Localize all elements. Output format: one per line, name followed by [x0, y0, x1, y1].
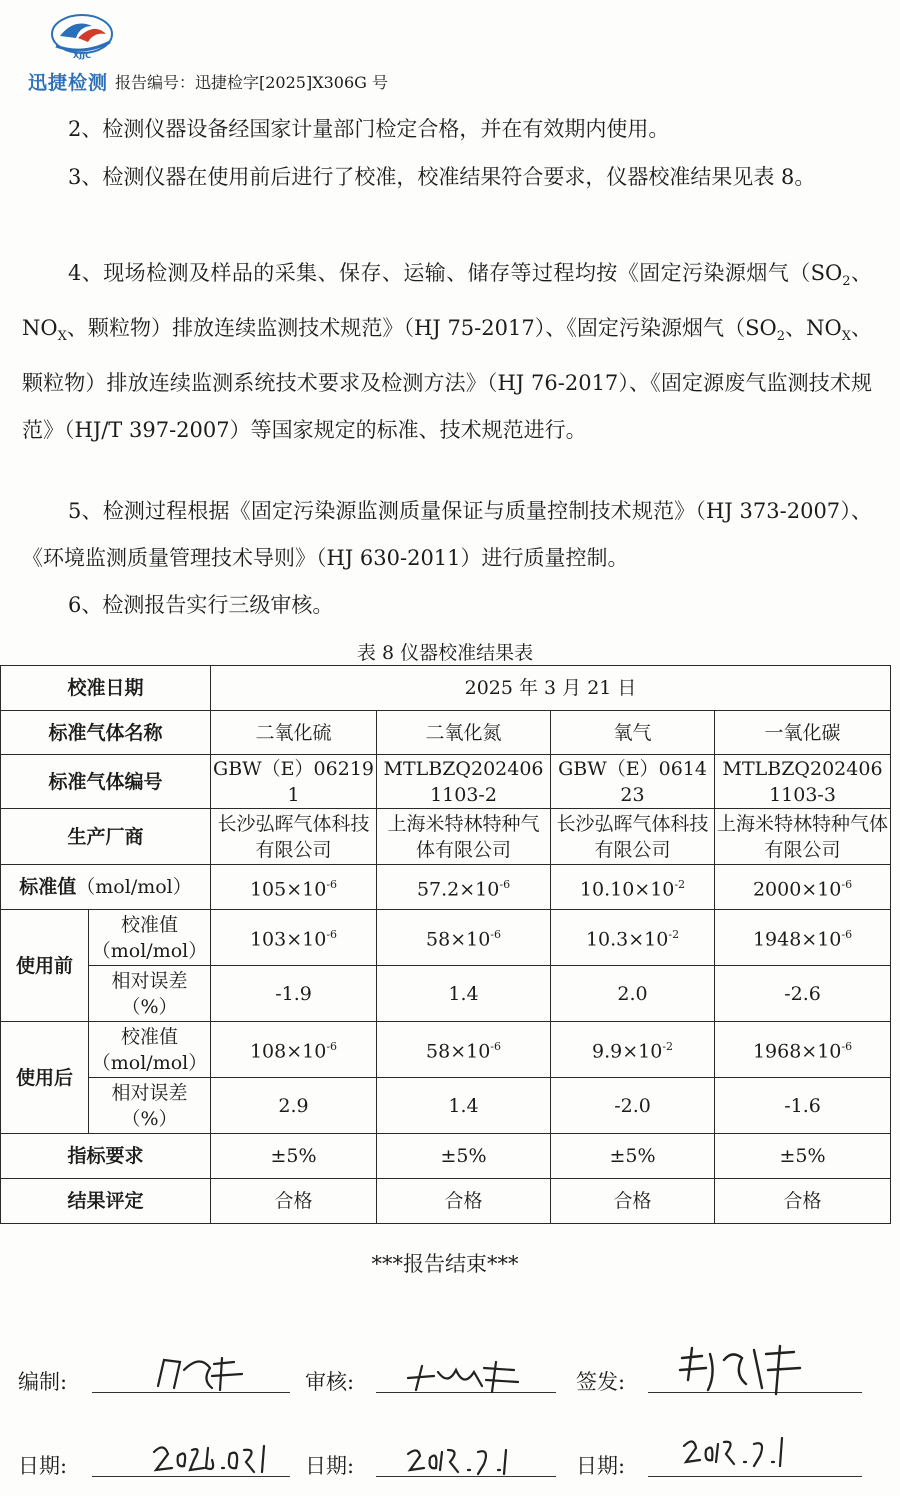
cal-value-base: 103×10: [249, 928, 327, 951]
table-row: [1, 1134, 891, 1179]
err-label: 相对误差: [111, 1081, 188, 1104]
report-end: ***报告结束***: [371, 1252, 519, 1276]
std-label: 标准值: [19, 876, 77, 898]
table-row: [1, 755, 891, 809]
cal-value-base: 1968×10: [752, 1040, 842, 1063]
after-label: 使用后: [1, 1022, 89, 1134]
cal-value-base: 58×10: [426, 928, 491, 951]
after-err-cell: 2.9: [211, 1078, 377, 1134]
gas-name-label: 标准气体名称: [1, 711, 211, 755]
table-row: [1, 809, 891, 865]
after-cal-cell: [715, 1022, 891, 1078]
gas-no-cell: MTLBZQ2024061103-2: [377, 755, 551, 809]
maker-cell: 上海米特林特种气体有限公司: [377, 809, 551, 865]
table-row: [1, 865, 891, 910]
std-value-cell: [715, 865, 891, 910]
result-cell: 合格: [715, 1179, 891, 1224]
req-cell: ±5%: [211, 1134, 377, 1179]
cal-value-base: 9.9×10: [591, 1040, 663, 1063]
gas-name-cell: 二氧化氮: [377, 711, 551, 755]
req-cell: ±5%: [715, 1134, 891, 1179]
paragraph-5: 5、检测过程根据《固定污染源监测质量保证与质量控制技术规范》（HJ 373-2007）、《环境监测质量管理技术导则》（HJ 630-2011）进行质量控制。: [22, 499, 872, 570]
after-err-cell: 1.4: [377, 1078, 551, 1134]
table-row: [1, 910, 891, 966]
req-cell: ±5%: [551, 1134, 715, 1179]
issue-label: 签发:: [576, 1370, 626, 1394]
p4-sub-2: X: [57, 329, 67, 345]
date-label-3: 日期:: [576, 1454, 626, 1478]
date-value: 2025 年 3 月 21 日: [211, 666, 891, 711]
after-cal-cell: [211, 1022, 377, 1078]
logo-sub-text: XJJC: [73, 51, 91, 60]
before-err-label-cell: [89, 966, 211, 1022]
date-handwriting-3: [680, 1432, 790, 1472]
logo-text: 迅捷检测: [28, 72, 109, 94]
before-cal-cell: [377, 910, 551, 966]
before-err-cell: -1.9: [211, 966, 377, 1022]
maker-cell: 长沙弘晖气体科技有限公司: [211, 809, 377, 865]
std-value-exp: -2: [674, 877, 686, 891]
p4-sub-3: 2: [776, 329, 786, 345]
req-cell: ±5%: [377, 1134, 551, 1179]
review-label: 审核:: [305, 1370, 355, 1394]
maker-cell: 长沙弘晖气体科技有限公司: [551, 809, 715, 865]
err-unit: （%）: [121, 995, 178, 1018]
cal-value-exp: -6: [490, 1040, 502, 1054]
date-label-2: 日期:: [305, 1454, 355, 1478]
before-cal-label-cell: [89, 910, 211, 966]
cal-unit: （mol/mol）: [91, 939, 208, 962]
paragraph-6: 6、检测报告实行三级审核。: [68, 593, 334, 617]
after-err-label-cell: [89, 1078, 211, 1134]
after-cal-cell: [377, 1022, 551, 1078]
std-value-exp: -6: [841, 877, 853, 891]
table-row: [1, 711, 891, 755]
company-logo-icon: [40, 12, 124, 60]
table-row: [1, 966, 891, 1022]
maker-cell: 上海米特林特种气体有限公司: [715, 809, 891, 865]
gas-name-cell: 氧气: [551, 711, 715, 755]
result-cell: 合格: [211, 1179, 377, 1224]
cal-value-exp: -6: [326, 1040, 338, 1054]
report-number: 报告编号：迅捷检字[2025]X306G 号: [115, 73, 389, 92]
gas-no-cell: GBW（E）061423: [551, 755, 715, 809]
table-caption: 表 8 仪器校准结果表: [356, 642, 534, 664]
std-value-exp: -6: [499, 877, 511, 891]
compile-label: 编制:: [18, 1370, 68, 1394]
paragraph-3: 3、检测仪器在使用前后进行了校准，校准结果符合要求，仪器校准结果见表 8。: [68, 165, 816, 189]
p4-part-b: 、NO: [22, 261, 872, 341]
review-signature: [404, 1356, 524, 1396]
date-handwriting-1: [150, 1438, 280, 1478]
table-row: [1, 1179, 891, 1224]
err-unit: （%）: [121, 1107, 178, 1130]
date-label: 校准日期: [1, 666, 211, 711]
before-err-cell: 2.0: [551, 966, 715, 1022]
maker-label: 生产厂商: [1, 809, 211, 865]
gas-name-cell: 一氧化碳: [715, 711, 891, 755]
p4-sub-4: X: [841, 329, 851, 345]
cal-value-base: 10.3×10: [585, 928, 669, 951]
std-value-base: 105×10: [249, 878, 327, 901]
cal-unit: （mol/mol）: [91, 1051, 208, 1074]
std-value-cell: [377, 865, 551, 910]
before-cal-cell: [551, 910, 715, 966]
table-row: [1, 1022, 891, 1078]
before-err-cell: -2.6: [715, 966, 891, 1022]
after-cal-label-cell: [89, 1022, 211, 1078]
date-label-1: 日期:: [18, 1454, 68, 1478]
result-cell: 合格: [377, 1179, 551, 1224]
result-label: 结果评定: [1, 1179, 211, 1224]
cal-value-exp: -6: [841, 928, 853, 942]
p4-part-e: 、颗粒物）排放连续监测系统技术要求及检测方法》（HJ 76-2017）、《固定源废气监测技术规范》（HJ/T 397-2007）等国家规定的标准、技术规范进行。: [22, 316, 873, 443]
result-cell: 合格: [551, 1179, 715, 1224]
after-err-cell: -1.6: [715, 1078, 891, 1134]
cal-value-exp: -6: [490, 928, 502, 942]
cal-value-exp: -6: [841, 1040, 853, 1054]
p4-part-a: 4、现场检测及样品的采集、保存、运输、储存等过程均按《固定污染源烟气（SO: [68, 261, 843, 285]
cal-label: 校准值: [121, 1025, 179, 1048]
before-err-cell: 1.4: [377, 966, 551, 1022]
p4-part-d: 、NO: [785, 316, 842, 341]
table-row: [1, 1078, 891, 1134]
before-label: 使用前: [1, 910, 89, 1022]
cal-value-exp: -2: [668, 928, 680, 942]
std-label-cell: [1, 865, 211, 910]
std-value-base: 2000×10: [752, 878, 842, 901]
cal-label: 校准值: [121, 913, 179, 936]
err-label: 相对误差: [111, 969, 188, 992]
cal-value-exp: -2: [662, 1040, 674, 1054]
date-handwriting-2: [404, 1442, 514, 1478]
after-err-cell: -2.0: [551, 1078, 715, 1134]
compile-signature: [150, 1350, 250, 1396]
cal-value-base: 58×10: [426, 1040, 491, 1063]
std-value-cell: [211, 865, 377, 910]
cal-value-exp: -6: [326, 928, 338, 942]
std-unit: （mol/mol）: [76, 876, 192, 898]
paragraph-4: [22, 250, 872, 454]
gas-no-label: 标准气体编号: [1, 755, 211, 809]
table-row: [1, 666, 891, 711]
before-cal-cell: [211, 910, 377, 966]
date-line-3: [648, 1476, 862, 1477]
std-value-cell: [551, 865, 715, 910]
calibration-table: [0, 665, 891, 1224]
std-value-base: 57.2×10: [416, 878, 500, 901]
issue-signature: [676, 1340, 806, 1400]
cal-value-base: 108×10: [249, 1040, 327, 1063]
cal-value-base: 1948×10: [752, 928, 842, 951]
gas-no-cell: GBW（E）062191: [211, 755, 377, 809]
std-value-base: 10.10×10: [579, 878, 675, 901]
gas-name-cell: 二氧化硫: [211, 711, 377, 755]
p4-sub-1: 2: [842, 274, 851, 290]
paragraph-2: 2、检测仪器设备经国家计量部门检定合格，并在有效期内使用。: [68, 117, 670, 141]
after-cal-cell: [551, 1022, 715, 1078]
req-label: 指标要求: [1, 1134, 211, 1179]
p4-part-c: 、颗粒物）排放连续监测技术规范》（HJ 75-2017）、《固定污染源烟气（SO: [66, 316, 777, 341]
gas-no-cell: MTLBZQ2024061103-3: [715, 755, 891, 809]
std-value-exp: -6: [326, 877, 338, 891]
before-cal-cell: [715, 910, 891, 966]
